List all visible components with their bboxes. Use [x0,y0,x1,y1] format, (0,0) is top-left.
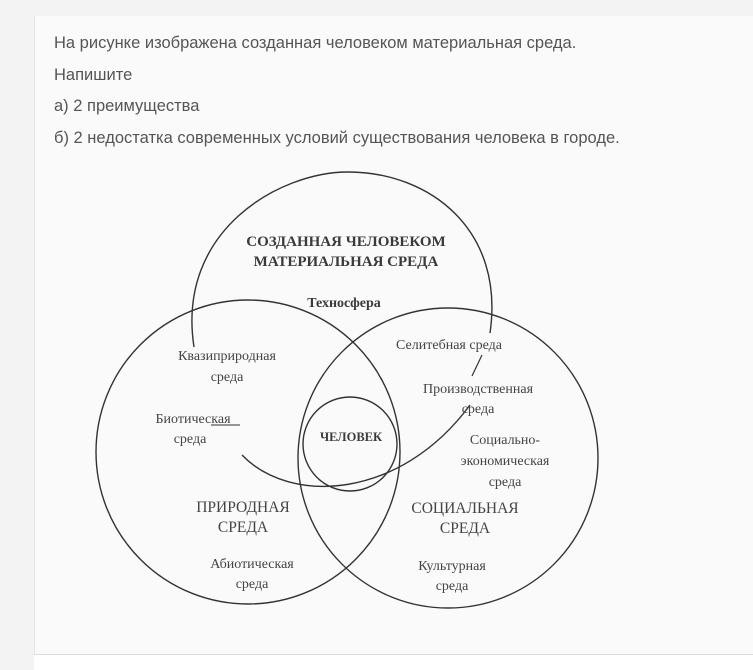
label-social-1: СОЦИАЛЬНАЯ [411,500,519,517]
label-cultural-2: среда [435,579,469,594]
task-line-a: а) 2 преимущества [54,97,200,115]
label-industrial-1: Производственная [422,382,534,397]
label-socio-1: Социально- [469,433,541,448]
label-technosphere: Техносфера [307,296,381,311]
quasi-natural-curve [242,405,470,486]
human-circle [303,397,397,491]
task-line-write: Напишите [54,65,133,84]
label-created-2: МАТЕРИАЛЬНАЯ СРЕДА [253,254,439,270]
task-line-intro: На рисунке изображена созданная человеком материальная среда. [54,34,577,52]
label-socio-2: экономическая [460,454,550,469]
label-abiotic-2: среда [235,577,269,592]
label-quasi-1: Квазиприродная [178,349,276,364]
answer-field[interactable] [34,654,753,670]
label-industrial-2: среда [461,402,495,417]
label-biotic-2: среда [173,432,207,447]
label-abiotic-1: Абиотическая [210,557,294,572]
label-natural-1: ПРИРОДНАЯ [196,499,290,516]
label-socio-3: среда [488,475,522,490]
label-human: ЧЕЛОВЕК [319,430,383,444]
label-biotic-1: Биотическая [155,412,231,427]
label-social-2: СРЕДА [439,520,491,537]
label-natural-2: СРЕДА [217,519,269,536]
leader-line-selitebnaya [472,355,482,376]
label-selitebnaya: Селитебная среда [396,338,502,353]
task-line-b: б) 2 недостатка современных условий существования человека в городе. [54,128,620,147]
label-created-1: СОЗДАННАЯ ЧЕЛОВЕКОМ [246,234,446,250]
label-cultural-1: Культурная [418,559,486,574]
label-quasi-2: среда [210,370,244,385]
